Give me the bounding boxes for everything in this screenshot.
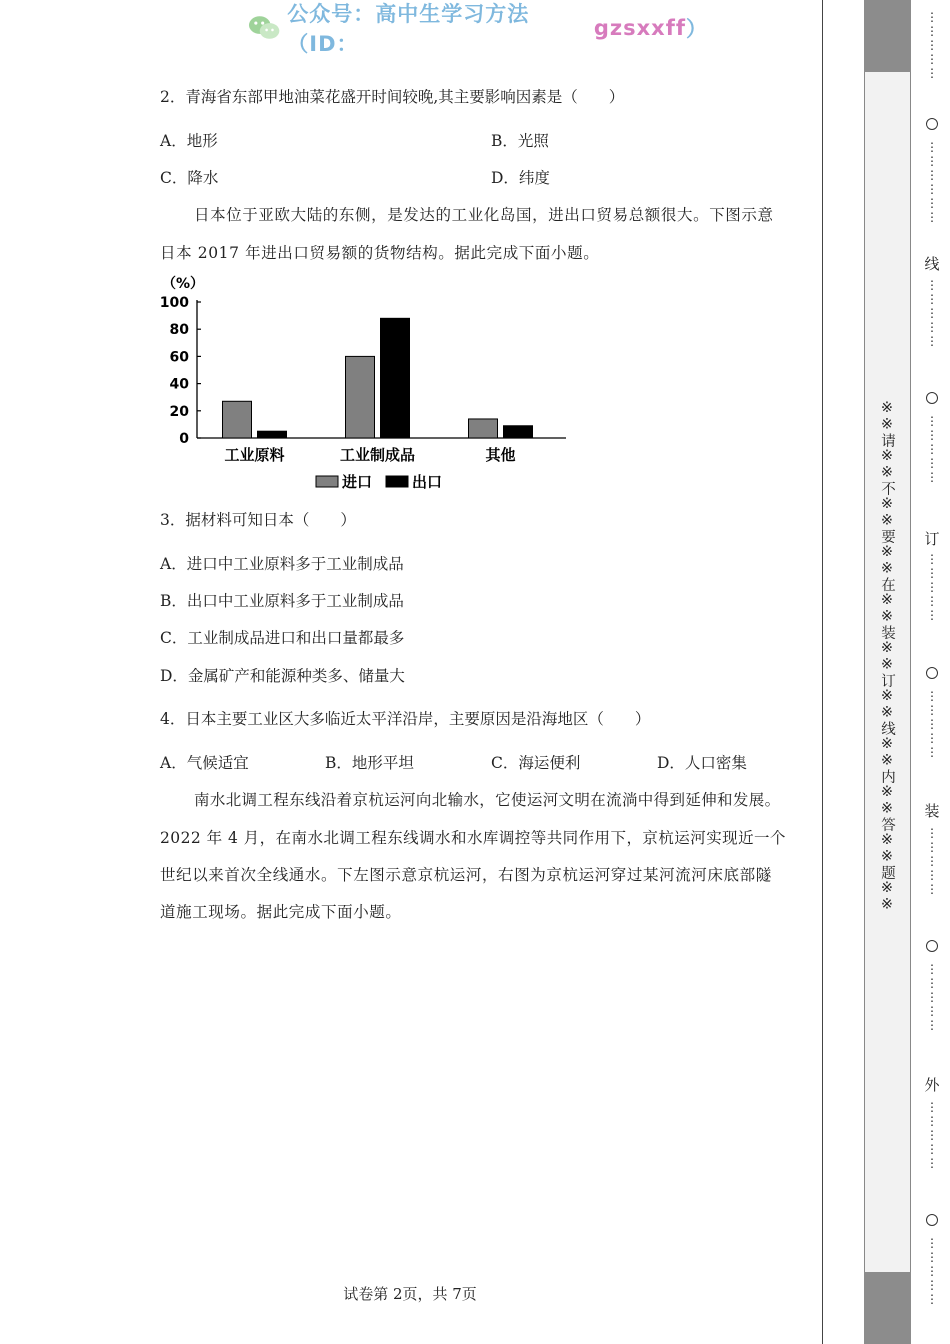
margin-dots: ⋮ ⋮ ⋮ ⋮ ⋮ ⋮ — [926, 140, 938, 224]
header-watermark — [248, 2, 708, 56]
circle-icon — [926, 392, 938, 404]
y-tick-label: 60 — [169, 349, 189, 366]
intro2-line2: 2022 年 4 月，在南水北调工程东线调水和水库调控等共同作用下，京杭运河实现近一个 — [160, 829, 786, 847]
page-footer: 试卷第 2页，共 7页 — [343, 1285, 477, 1303]
circle-icon — [926, 940, 938, 952]
q3-option-c: C．工业制成品进口和出口量都最多 — [160, 629, 405, 647]
header-text: 公众号：高中生学习方法（ID： — [287, 2, 530, 56]
y-tick-label: 20 — [169, 403, 189, 420]
circle-icon — [926, 1214, 938, 1226]
margin-dots: ⋮ ⋮ ⋮ ⋮ ⋮ — [926, 552, 938, 622]
q3-option-a: A．进口中工业原料多于工业制成品 — [160, 555, 404, 573]
bar-进口-其他 — [469, 419, 498, 438]
intro1-line2: 日本 2017 年进出口贸易额的货物结构。据此完成下面小题。 — [160, 244, 600, 262]
q4-option-a: A．气候适宜 — [160, 754, 249, 772]
margin-char-ding: 订 — [924, 530, 940, 548]
margin-dots: ⋮ ⋮ ⋮ ⋮ ⋮ — [926, 689, 938, 759]
y-tick-label: 80 — [169, 322, 189, 339]
margin-dots: ⋮ ⋮ ⋮ ⋮ ⋮ — [926, 1236, 938, 1306]
bar-进口-工业制成品 — [346, 356, 375, 438]
y-tick-label: 0 — [179, 431, 189, 447]
margin-dots: ⋮ ⋮ ⋮ ⋮ ⋮ — [926, 1100, 938, 1170]
q4-option-b: B．地形平坦 — [325, 754, 414, 772]
trade-structure-chart — [156, 272, 576, 494]
q4-option-d: D．人口密集 — [657, 754, 747, 772]
x-tick-label: 工业制成品 — [339, 446, 416, 464]
legend-swatch-出口 — [386, 476, 408, 487]
margin-char-wai: 外 — [924, 1076, 940, 1094]
margin-char-line: 线 — [924, 255, 940, 273]
margin-bar-bottom — [864, 1272, 911, 1344]
margin-divider — [822, 0, 823, 1344]
margin-dots: ⋮ ⋮ ⋮ ⋮ ⋮ — [926, 962, 938, 1032]
legend-swatch-进口 — [316, 476, 338, 487]
margin-warning: ※※请※※不※※要※※在※※装※※订※※线※※内※※答※※题※※ — [879, 400, 895, 913]
y-tick-label: 100 — [159, 295, 189, 311]
margin-dots: ⋮ ⋮ ⋮ ⋮ ⋮ — [926, 278, 938, 348]
q2-option-a: A．地形 — [160, 132, 218, 150]
y-tick-label: 40 — [169, 376, 189, 393]
margin-bar-top — [864, 0, 911, 72]
q2-stem: 2．青海省东部甲地油菜花盛开时间较晚,其主要影响因素是（ ） — [160, 88, 625, 106]
margin-dots: ⋮ ⋮ ⋮ ⋮ ⋮ — [926, 826, 938, 896]
y-axis-unit: （%） — [162, 276, 205, 292]
x-tick-label: 工业原料 — [224, 446, 285, 464]
intro2-line4: 道施工现场。据此完成下面小题。 — [160, 903, 402, 921]
q4-option-c: C．海运便利 — [491, 754, 581, 772]
q2-option-c: C．降水 — [160, 169, 219, 187]
margin-dots: ⋮ ⋮ ⋮ ⋮ ⋮ — [926, 10, 938, 80]
bar-进口-工业原料 — [223, 401, 252, 438]
intro2-line1: 南水北调工程东线沿着京杭运河向北输水，它使运河文明在流淌中得到延伸和发展。 — [194, 791, 781, 809]
circle-icon — [926, 667, 938, 679]
margin-dots: ⋮ ⋮ ⋮ ⋮ ⋮ — [926, 414, 938, 484]
q3-option-d: D．金属矿产和能源种类多、储量大 — [160, 667, 405, 685]
q3-option-b: B．出口中工业原料多于工业制成品 — [160, 592, 404, 610]
intro2-line3: 世纪以来首次全线通水。下左图示意京杭运河，右图为京杭运河穿过某河流河床底部隧 — [160, 866, 772, 884]
q3-stem: 3．据材料可知日本（ ） — [160, 511, 356, 529]
header-id: gzsxxff — [593, 16, 686, 40]
bar-出口-工业制成品 — [381, 318, 410, 438]
x-tick-label: 其他 — [485, 446, 516, 464]
bar-出口-工业原料 — [258, 431, 287, 438]
margin-char-zhuang: 装 — [924, 802, 940, 820]
legend-label: 进口 — [342, 473, 373, 491]
header-close: ） — [686, 17, 708, 41]
q4-stem: 4．日本主要工业区大多临近太平洋沿岸，主要原因是沿海地区（ ） — [160, 710, 651, 728]
circle-icon — [926, 118, 938, 130]
wechat-icon — [248, 14, 281, 42]
q2-option-d: D．纬度 — [491, 169, 550, 187]
legend-label: 出口 — [412, 473, 443, 491]
q2-option-b: B．光照 — [491, 132, 549, 150]
bar-出口-其他 — [504, 426, 533, 438]
intro1-line1: 日本位于亚欧大陆的东侧，是发达的工业化岛国，进出口贸易总额很大。下图示意 — [194, 206, 774, 224]
